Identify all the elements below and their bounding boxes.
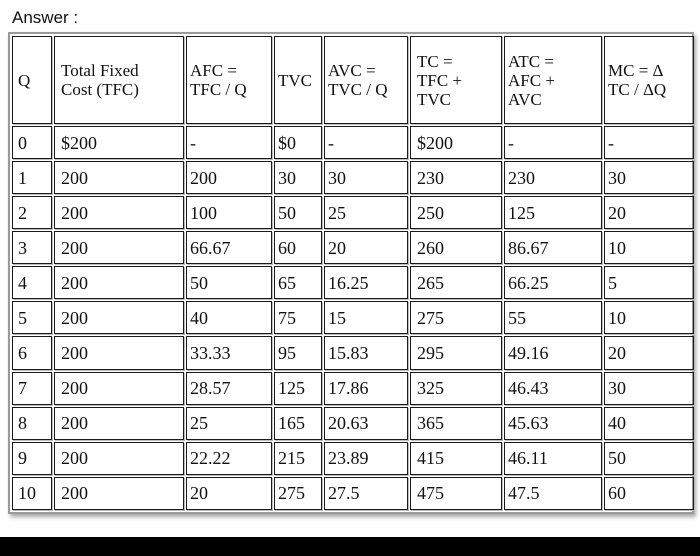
cell-tc: 265 [410, 266, 502, 299]
cell-mc: 30 [604, 161, 694, 194]
cell-tfc: 200 [54, 336, 184, 369]
cell-tc: 475 [410, 477, 502, 510]
header-line: Total Fixed [61, 61, 139, 80]
header-afc [186, 36, 272, 124]
table-row [12, 336, 694, 369]
header-tfc [54, 36, 184, 124]
header-avc [324, 36, 408, 124]
header-line: TVC [278, 70, 312, 90]
cell-afc: 100 [186, 196, 272, 229]
cell-q: 9 [12, 442, 52, 475]
cell-atc: 46.11 [504, 442, 602, 475]
cell-atc: - [504, 126, 602, 159]
cell-q: 10 [12, 477, 52, 510]
cell-tc: 295 [410, 336, 502, 369]
cell-tc: $200 [410, 126, 502, 159]
cell-tvc: 165 [274, 407, 322, 440]
cell-tfc: 200 [54, 231, 184, 264]
header-line: Q [18, 70, 31, 90]
cost-table [10, 34, 696, 512]
header-line: AVC [508, 89, 542, 109]
cell-tc: 260 [410, 231, 502, 264]
cell-afc: 200 [186, 161, 272, 194]
header-line: AFC + [508, 70, 555, 90]
cell-avc: 25 [324, 196, 408, 229]
cell-tvc: $0 [274, 126, 322, 159]
cell-tvc: 50 [274, 196, 322, 229]
header-line: TFC + [417, 70, 463, 90]
bottom-edge-bar [0, 537, 700, 556]
cell-mc: - [604, 126, 694, 159]
header-line: AFC = [190, 61, 237, 80]
table-row [12, 196, 694, 229]
header-line: TC / ΔQ [608, 80, 667, 99]
header-line: TFC / Q [190, 80, 247, 99]
cell-mc: 5 [604, 266, 694, 299]
cell-atc: 55 [504, 301, 602, 334]
cell-avc: 23.89 [324, 442, 408, 475]
header-row [12, 36, 694, 124]
cell-tfc: 200 [54, 477, 184, 510]
cell-q: 0 [12, 126, 52, 159]
cell-atc: 125 [504, 196, 602, 229]
cell-q: 5 [12, 301, 52, 334]
cell-atc: 45.63 [504, 407, 602, 440]
header-line: MC = Δ [608, 61, 664, 80]
cost-table-container [8, 32, 694, 514]
cell-tc: 325 [410, 372, 502, 405]
cell-tvc: 275 [274, 477, 322, 510]
table-body [12, 126, 694, 510]
cell-tvc: 125 [274, 372, 322, 405]
cell-q: 8 [12, 407, 52, 440]
cell-q: 4 [12, 266, 52, 299]
cell-avc: 20.63 [324, 407, 408, 440]
cell-avc: 17.86 [324, 372, 408, 405]
cell-tfc: 200 [54, 266, 184, 299]
header-line: TVC / Q [328, 80, 388, 99]
cell-afc: 28.57 [186, 372, 272, 405]
cell-q: 2 [12, 196, 52, 229]
table-row [12, 231, 694, 264]
header-atc [504, 36, 602, 124]
cell-tvc: 65 [274, 266, 322, 299]
cell-tfc: 200 [54, 161, 184, 194]
cell-avc: 15.83 [324, 336, 408, 369]
cell-tc: 415 [410, 442, 502, 475]
cell-afc: 50 [186, 266, 272, 299]
cell-atc: 47.5 [504, 477, 602, 510]
cell-q: 1 [12, 161, 52, 194]
cell-afc: 66.67 [186, 231, 272, 264]
cell-mc: 60 [604, 477, 694, 510]
cell-tfc: 200 [54, 407, 184, 440]
cell-afc: 40 [186, 301, 272, 334]
cell-tvc: 75 [274, 301, 322, 334]
header-q [12, 36, 52, 124]
header-line: TC = [417, 51, 453, 71]
table-row [12, 372, 694, 405]
cell-mc: 50 [604, 442, 694, 475]
cell-tvc: 215 [274, 442, 322, 475]
cell-mc: 40 [604, 407, 694, 440]
header-line: TVC [417, 89, 451, 109]
cell-afc: 20 [186, 477, 272, 510]
cell-tfc: $200 [54, 126, 184, 159]
header-tc [410, 36, 502, 124]
cell-mc: 30 [604, 372, 694, 405]
table-row [12, 161, 694, 194]
header-line: Cost (TFC) [61, 80, 139, 99]
cell-tc: 230 [410, 161, 502, 194]
cell-tc: 250 [410, 196, 502, 229]
cell-afc: 25 [186, 407, 272, 440]
table-row [12, 477, 694, 510]
header-mc [604, 36, 694, 124]
cell-q: 6 [12, 336, 52, 369]
cell-tvc: 95 [274, 336, 322, 369]
cell-atc: 230 [504, 161, 602, 194]
cell-atc: 66.25 [504, 266, 602, 299]
cell-avc: 30 [324, 161, 408, 194]
table-row [12, 266, 694, 299]
cell-atc: 86.67 [504, 231, 602, 264]
answer-label: Answer : [12, 8, 79, 27]
cell-mc: 10 [604, 231, 694, 264]
cell-tfc: 200 [54, 442, 184, 475]
cell-avc: 27.5 [324, 477, 408, 510]
cell-avc: 16.25 [324, 266, 408, 299]
cell-atc: 49.16 [504, 336, 602, 369]
header-line: AVC = [328, 61, 376, 80]
header-tvc [274, 36, 322, 124]
cell-tfc: 200 [54, 196, 184, 229]
cell-tc: 365 [410, 407, 502, 440]
cell-q: 7 [12, 372, 52, 405]
cell-tvc: 60 [274, 231, 322, 264]
cell-avc: - [324, 126, 408, 159]
cell-afc: 33.33 [186, 336, 272, 369]
table-row [12, 301, 694, 334]
cell-atc: 46.43 [504, 372, 602, 405]
cell-tfc: 200 [54, 372, 184, 405]
cell-mc: 10 [604, 301, 694, 334]
table-row [12, 126, 694, 159]
table-row [12, 442, 694, 475]
cell-avc: 20 [324, 231, 408, 264]
cell-avc: 15 [324, 301, 408, 334]
cell-tfc: 200 [54, 301, 184, 334]
cell-q: 3 [12, 231, 52, 264]
cell-afc: - [186, 126, 272, 159]
cell-mc: 20 [604, 336, 694, 369]
table-row [12, 407, 694, 440]
cell-mc: 20 [604, 196, 694, 229]
cell-afc: 22.22 [186, 442, 272, 475]
cell-tvc: 30 [274, 161, 322, 194]
cell-tc: 275 [410, 301, 502, 334]
header-line: ATC = [508, 51, 554, 71]
